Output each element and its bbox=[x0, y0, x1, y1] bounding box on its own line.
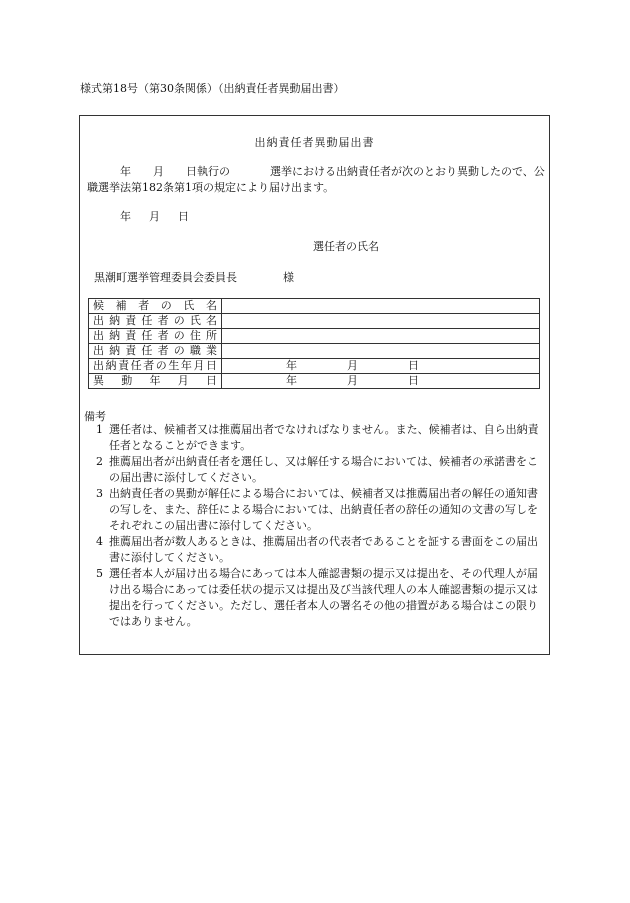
table-row bbox=[89, 374, 540, 389]
note-item bbox=[86, 534, 546, 566]
note-text: 選任者本人が届け出る場合にあっては本人確認書類の提示又は提出を、その代理人が届け出る場合にあっては委任状の提示又は提出及び当該代理人の本人確認書類の提示又は提出を行ってください。ただし、選任者本人の署名その他の措置がある場合はこの限りではありません。 bbox=[109, 567, 538, 628]
note-text: 選任者は、候補者又は推薦届出者でなければなりません。また、候補者は、自ら出納責任者となることができます。 bbox=[109, 423, 539, 452]
addressee bbox=[94, 269, 294, 285]
table-row bbox=[89, 314, 540, 329]
body-month: 月 bbox=[153, 165, 164, 178]
table-row bbox=[89, 299, 540, 314]
note-text: 推薦届出者が数人あるときは、推薦届出者の代表者であることを証する書面をこの届出書に添付してください。 bbox=[109, 535, 538, 564]
note-item bbox=[86, 486, 546, 534]
declaration-paragraph bbox=[87, 164, 549, 196]
row-label: 出納責任者の職業 bbox=[89, 344, 222, 359]
row-value-field[interactable] bbox=[222, 374, 540, 389]
row-label: 出納責任者の生年月日 bbox=[89, 359, 222, 374]
body-election-text: 選挙における出納責任者が次のとおり異動したので、公職選挙法第182条第1項の規定により届け出ます。 bbox=[87, 165, 545, 194]
notes-list bbox=[86, 422, 546, 630]
submission-date bbox=[120, 208, 189, 224]
row-value-field[interactable] bbox=[222, 314, 540, 329]
body-year: 年 bbox=[120, 165, 131, 178]
table-row bbox=[89, 344, 540, 359]
row-label: 出納責任者の氏名 bbox=[89, 314, 222, 329]
row-value-field[interactable] bbox=[222, 359, 540, 374]
date-year: 年 bbox=[120, 210, 131, 223]
date-unit-year: 年 bbox=[286, 374, 297, 387]
note-number: 1 bbox=[96, 423, 103, 436]
row-label: 候補者の氏名 bbox=[89, 299, 222, 314]
info-table bbox=[88, 298, 540, 389]
table-row bbox=[89, 329, 540, 344]
row-value-field[interactable] bbox=[222, 344, 540, 359]
note-number: 4 bbox=[96, 535, 103, 548]
row-label: 出納責任者の住所 bbox=[89, 329, 222, 344]
body-day-exec: 日執行の bbox=[186, 165, 230, 178]
form-caption: 様式第18号（第30条関係）（出納責任者異動届出書） bbox=[80, 82, 345, 95]
note-item bbox=[86, 422, 546, 454]
date-day: 日 bbox=[178, 210, 189, 223]
document-title: 出納責任者異動届出書 bbox=[254, 136, 375, 149]
note-number: 3 bbox=[96, 487, 103, 500]
note-item bbox=[86, 566, 546, 630]
table-row bbox=[89, 359, 540, 374]
note-item bbox=[86, 454, 546, 486]
date-unit-day: 日 bbox=[408, 359, 419, 372]
appointer-name-label: 選任者の氏名 bbox=[313, 240, 379, 253]
date-unit-day: 日 bbox=[408, 374, 419, 387]
date-month: 月 bbox=[149, 210, 160, 223]
row-label: 異動年月日 bbox=[89, 374, 222, 389]
row-value-field[interactable] bbox=[222, 329, 540, 344]
note-text: 推薦届出者が出納責任者を選任し、又は解任する場合においては、候補者の承諾書をこの届出書に添付してください。 bbox=[109, 455, 538, 484]
addressee-honorific: 様 bbox=[283, 271, 294, 284]
note-number: 5 bbox=[96, 567, 103, 580]
row-value-field[interactable] bbox=[222, 299, 540, 314]
date-unit-year: 年 bbox=[286, 359, 297, 372]
addressee-office: 黒潮町選挙管理委員会委員長 bbox=[94, 271, 237, 284]
date-unit-month: 月 bbox=[347, 374, 358, 387]
note-text: 出納責任者の異動が解任による場合においては、候補者又は推薦届出者の解任の通知書の写しを、また、辞任による場合においては、出納責任者の辞任の通知の文書の写しをそれぞれこの届出書に添付してください。 bbox=[109, 487, 538, 532]
note-number: 2 bbox=[96, 455, 103, 468]
document-frame bbox=[79, 115, 550, 655]
notes-heading: 備考 bbox=[84, 410, 106, 423]
date-unit-month: 月 bbox=[347, 359, 358, 372]
